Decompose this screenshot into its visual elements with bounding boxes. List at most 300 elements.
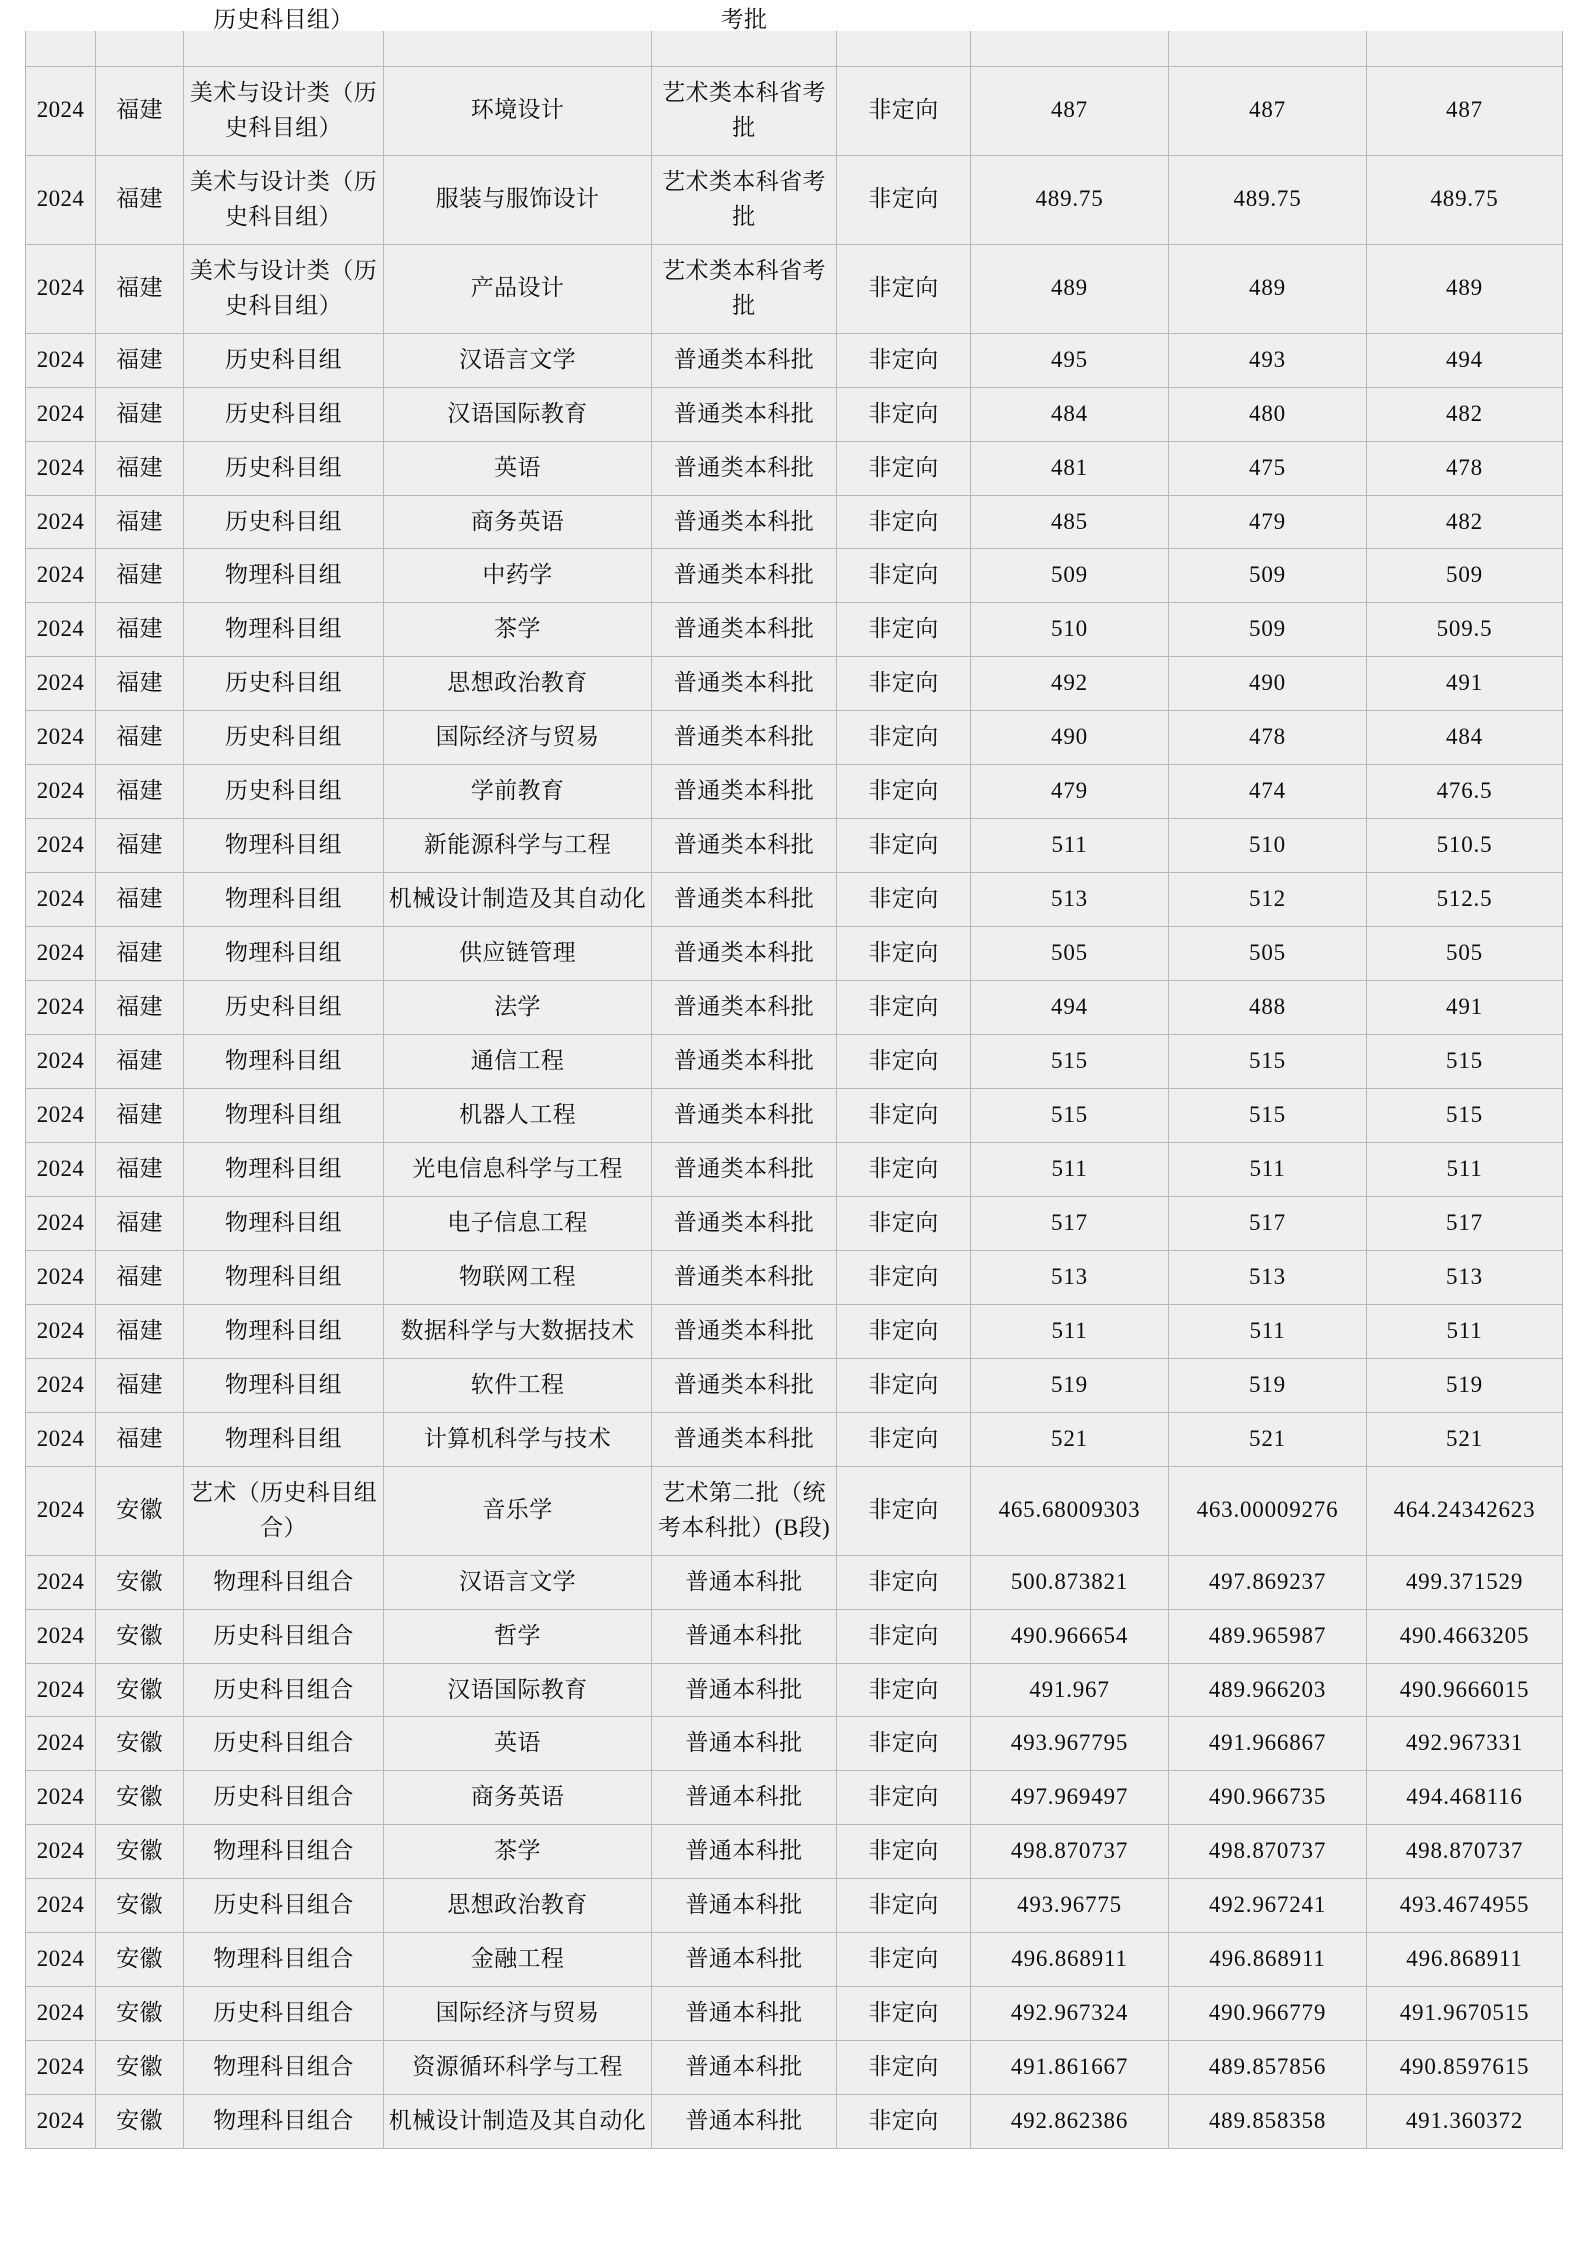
- cell-enrollment-type: 非定向: [837, 1609, 971, 1663]
- cell-year: 2024: [26, 1933, 96, 1987]
- cell-min-score: 492.967241: [1169, 1879, 1367, 1933]
- cell-major: 金融工程: [384, 1933, 652, 1987]
- cell-major: 思想政治教育: [384, 1879, 652, 1933]
- table-row: [26, 1771, 1563, 1825]
- cell-province: 安徽: [96, 1555, 184, 1609]
- cell-year: 2024: [26, 1555, 96, 1609]
- cell-major: 思想政治教育: [384, 657, 652, 711]
- cell-avg-score: 511: [1367, 1304, 1563, 1358]
- table-row: [26, 549, 1563, 603]
- cell-enrollment-type: 非定向: [837, 1717, 971, 1771]
- cell-max-score: 500.873821: [971, 1555, 1169, 1609]
- cell-min-score: 497.869237: [1169, 1555, 1367, 1609]
- cell-max-score: 498.870737: [971, 1825, 1169, 1879]
- table-row-partial: [26, 31, 1563, 66]
- cell-batch: 普通本科批: [652, 2095, 837, 2149]
- cell-major: 机械设计制造及其自动化: [384, 2095, 652, 2149]
- cell-max-score: 491.861667: [971, 2041, 1169, 2095]
- cell-min-score: 491.966867: [1169, 1717, 1367, 1771]
- cell-enrollment-type: 非定向: [837, 927, 971, 981]
- cell-avg-score: 499.371529: [1367, 1555, 1563, 1609]
- cell-min-score: 488: [1169, 981, 1367, 1035]
- cell-max-score: 511: [971, 819, 1169, 873]
- cell-max-score: 505: [971, 927, 1169, 981]
- cell-major: 机器人工程: [384, 1089, 652, 1143]
- cell-max-score: 515: [971, 1035, 1169, 1089]
- cell-max-score: 465.68009303: [971, 1466, 1169, 1555]
- cell-subject-group: 历史科目组合: [184, 1771, 384, 1825]
- cell-subject-group: 物理科目组: [184, 1142, 384, 1196]
- cell-major: 英语: [384, 441, 652, 495]
- cell-avg-score: 494: [1367, 333, 1563, 387]
- cell-province: 福建: [96, 1358, 184, 1412]
- cell-major: 汉语国际教育: [384, 1663, 652, 1717]
- cell-min-score: 505: [1169, 927, 1367, 981]
- cell-year: 2024: [26, 981, 96, 1035]
- cell-subject-group: 美术与设计类（历史科目组）: [184, 155, 384, 244]
- cell-year: 2024: [26, 765, 96, 819]
- cell-province: 福建: [96, 1089, 184, 1143]
- cell-max-score: 496.868911: [971, 1933, 1169, 1987]
- cell-major: [384, 31, 652, 66]
- cell-major: 产品设计: [384, 244, 652, 333]
- cell-subject-group: 历史科目组: [184, 387, 384, 441]
- cell-enrollment-type: 非定向: [837, 1663, 971, 1717]
- cell-min-score: 498.870737: [1169, 1825, 1367, 1879]
- cell-province: 福建: [96, 711, 184, 765]
- table-row: [26, 1358, 1563, 1412]
- cell-major: 机械设计制造及其自动化: [384, 873, 652, 927]
- cell-subject-group: 历史科目组: [184, 495, 384, 549]
- cell-max-score: 509: [971, 549, 1169, 603]
- cell-max-score: 511: [971, 1142, 1169, 1196]
- cell-batch: 普通本科批: [652, 1879, 837, 1933]
- cell-year: 2024: [26, 1142, 96, 1196]
- cell-year: 2024: [26, 1879, 96, 1933]
- cell-batch: 艺术类本科省考批: [652, 155, 837, 244]
- cell-max-score: 479: [971, 765, 1169, 819]
- cell-subject-group: 物理科目组: [184, 1412, 384, 1466]
- cell-province: 福建: [96, 765, 184, 819]
- cell-min-score: 489.858358: [1169, 2095, 1367, 2149]
- cell-major: 音乐学: [384, 1466, 652, 1555]
- cell-subject-group: 物理科目组: [184, 549, 384, 603]
- cell-year: 2024: [26, 1987, 96, 2041]
- cell-province: 安徽: [96, 1825, 184, 1879]
- cell-year: 2024: [26, 1663, 96, 1717]
- cell-major: 计算机科学与技术: [384, 1412, 652, 1466]
- cell-avg-score: 510.5: [1367, 819, 1563, 873]
- cell-enrollment-type: 非定向: [837, 981, 971, 1035]
- cell-enrollment-type: 非定向: [837, 873, 971, 927]
- table-row: [26, 66, 1563, 155]
- table-row: [26, 1304, 1563, 1358]
- cell-max-score: 489: [971, 244, 1169, 333]
- table-row: [26, 2041, 1563, 2095]
- cell-subject-group: 美术与设计类（历史科目组）: [184, 244, 384, 333]
- cell-batch: 普通类本科批: [652, 711, 837, 765]
- cell-year: 2024: [26, 1466, 96, 1555]
- cell-avg-score: 492.967331: [1367, 1717, 1563, 1771]
- table-row: [26, 441, 1563, 495]
- cell-min-score: 513: [1169, 1250, 1367, 1304]
- cell-province: 福建: [96, 927, 184, 981]
- cell-batch: 普通类本科批: [652, 1142, 837, 1196]
- table-row: [26, 1412, 1563, 1466]
- cell-province: 安徽: [96, 1663, 184, 1717]
- cell-province: 安徽: [96, 1717, 184, 1771]
- cell-enrollment-type: 非定向: [837, 603, 971, 657]
- cell-avg-score: 513: [1367, 1250, 1563, 1304]
- table-row: [26, 387, 1563, 441]
- cell-year: 2024: [26, 1609, 96, 1663]
- cell-avg-score: 509.5: [1367, 603, 1563, 657]
- cell-avg-score: 494.468116: [1367, 1771, 1563, 1825]
- table-row: [26, 155, 1563, 244]
- cell-max-score: 521: [971, 1412, 1169, 1466]
- cell-subject-group: 物理科目组: [184, 1250, 384, 1304]
- cell-max-score: 492: [971, 657, 1169, 711]
- cell-batch: 普通类本科批: [652, 1250, 837, 1304]
- cell-max-score: 519: [971, 1358, 1169, 1412]
- cell-major: 商务英语: [384, 495, 652, 549]
- cell-province: 福建: [96, 1250, 184, 1304]
- cell-min-score: 493: [1169, 333, 1367, 387]
- cell-batch-text: 考批: [720, 7, 768, 32]
- cell-batch: 普通本科批: [652, 1987, 837, 2041]
- cell-subject-group: 历史科目组: [184, 711, 384, 765]
- cell-year: 2024: [26, 244, 96, 333]
- cell-min-score: 490.966735: [1169, 1771, 1367, 1825]
- cell-province: 福建: [96, 155, 184, 244]
- cell-enrollment-type: 非定向: [837, 1555, 971, 1609]
- cell-max-score: 493.96775: [971, 1879, 1169, 1933]
- cell-enrollment-type: 非定向: [837, 1825, 971, 1879]
- cell-year: 2024: [26, 2041, 96, 2095]
- cell-major: 汉语言文学: [384, 1555, 652, 1609]
- cell-min-score: 490: [1169, 657, 1367, 711]
- cell-avg-score: 505: [1367, 927, 1563, 981]
- cell-province: 安徽: [96, 2095, 184, 2149]
- cell-major: 茶学: [384, 603, 652, 657]
- admission-score-table: [25, 7, 1563, 2149]
- cell-province: 福建: [96, 1035, 184, 1089]
- cell-province: 福建: [96, 549, 184, 603]
- cell-province: 福建: [96, 495, 184, 549]
- cell-enrollment-type: [837, 31, 971, 66]
- cell-enrollment-type: 非定向: [837, 1466, 971, 1555]
- cell-major: 供应链管理: [384, 927, 652, 981]
- cell-major: 国际经济与贸易: [384, 711, 652, 765]
- cell-avg-score: 491: [1367, 657, 1563, 711]
- cell-subject-group: 物理科目组: [184, 1358, 384, 1412]
- cell-avg-score: 512.5: [1367, 873, 1563, 927]
- table-row: [26, 1196, 1563, 1250]
- cell-subject-group: 物理科目组: [184, 1035, 384, 1089]
- score-table-container: [25, 7, 1562, 2149]
- cell-enrollment-type: 非定向: [837, 1771, 971, 1825]
- cell-subject-group: 物理科目组合: [184, 1933, 384, 1987]
- cell-avg-score: 489: [1367, 244, 1563, 333]
- cell-batch: 普通本科批: [652, 1663, 837, 1717]
- cell-batch: 普通类本科批: [652, 657, 837, 711]
- cell-enrollment-type: 非定向: [837, 155, 971, 244]
- cell-province: 安徽: [96, 1933, 184, 1987]
- cell-avg-score: 490.8597615: [1367, 2041, 1563, 2095]
- cell-batch: 普通类本科批: [652, 495, 837, 549]
- cell-enrollment-type: 非定向: [837, 441, 971, 495]
- cell-major: 哲学: [384, 1609, 652, 1663]
- cell-min-score: 512: [1169, 873, 1367, 927]
- table-row: [26, 927, 1563, 981]
- cell-year: [26, 31, 96, 66]
- cell-subject-group: 物理科目组: [184, 819, 384, 873]
- cell-major: 汉语国际教育: [384, 387, 652, 441]
- table-row: [26, 603, 1563, 657]
- table-row: [26, 1663, 1563, 1717]
- cell-province: 安徽: [96, 1771, 184, 1825]
- cell-year: 2024: [26, 441, 96, 495]
- cell-enrollment-type: 非定向: [837, 1142, 971, 1196]
- cell-avg-score: 521: [1367, 1412, 1563, 1466]
- table-row: [26, 1825, 1563, 1879]
- cell-min-score: 521: [1169, 1412, 1367, 1466]
- table-row: [26, 2095, 1563, 2149]
- cell-year: 2024: [26, 603, 96, 657]
- cell-batch: 普通本科批: [652, 1825, 837, 1879]
- cell-min-score: 489.966203: [1169, 1663, 1367, 1717]
- cell-major: 物联网工程: [384, 1250, 652, 1304]
- cell-year: 2024: [26, 1771, 96, 1825]
- cell-enrollment-type: 非定向: [837, 1089, 971, 1143]
- cell-enrollment-type: 非定向: [837, 1933, 971, 1987]
- cell-avg-score: 491.360372: [1367, 2095, 1563, 2149]
- cell-year: 2024: [26, 1412, 96, 1466]
- cell-province: 福建: [96, 1196, 184, 1250]
- cell-subject-group: 历史科目组合: [184, 1987, 384, 2041]
- cell-subject-group: 历史科目组: [184, 765, 384, 819]
- cell-avg-score: 496.868911: [1367, 1933, 1563, 1987]
- cell-avg-score: 511: [1367, 1142, 1563, 1196]
- cell-min-score: 517: [1169, 1196, 1367, 1250]
- table-row: [26, 1987, 1563, 2041]
- cell-enrollment-type: 非定向: [837, 1035, 971, 1089]
- cell-batch: 普通本科批: [652, 1933, 837, 1987]
- cell-avg-score: 484: [1367, 711, 1563, 765]
- cell-min-score: 490.966779: [1169, 1987, 1367, 2041]
- cell-subject-group: 物理科目组合: [184, 2095, 384, 2149]
- cell-year: 2024: [26, 155, 96, 244]
- cell-enrollment-type: 非定向: [837, 387, 971, 441]
- cell-max-score: 497.969497: [971, 1771, 1169, 1825]
- cell-province: 福建: [96, 244, 184, 333]
- cell-year: 2024: [26, 387, 96, 441]
- cell-province: 福建: [96, 1304, 184, 1358]
- cell-avg-score: 464.24342623: [1367, 1466, 1563, 1555]
- table-row: [26, 873, 1563, 927]
- table-row: [26, 1717, 1563, 1771]
- cell-min-score: [1169, 31, 1367, 66]
- cell-subject-group: 历史科目组合: [184, 1663, 384, 1717]
- cell-max-score: 510: [971, 603, 1169, 657]
- cell-enrollment-type: 非定向: [837, 711, 971, 765]
- cell-enrollment-type: 非定向: [837, 819, 971, 873]
- cell-min-score: 478: [1169, 711, 1367, 765]
- cell-batch: 普通类本科批: [652, 1035, 837, 1089]
- cell-enrollment-type: 非定向: [837, 2041, 971, 2095]
- cell-subject-group: 物理科目组: [184, 1196, 384, 1250]
- cell-batch: 普通类本科批: [652, 819, 837, 873]
- cell-province: 福建: [96, 441, 184, 495]
- table-row: [26, 711, 1563, 765]
- cell-batch: 普通类本科批: [652, 441, 837, 495]
- cell-year: 2024: [26, 1717, 96, 1771]
- cell-subject-group: 历史科目组合: [184, 1879, 384, 1933]
- cell-batch: 普通类本科批: [652, 1412, 837, 1466]
- cell-avg-score: 519: [1367, 1358, 1563, 1412]
- cell-enrollment-type: 非定向: [837, 1987, 971, 2041]
- cell-max-score: 490: [971, 711, 1169, 765]
- cell-max-score: 513: [971, 1250, 1169, 1304]
- cell-max-score: 494: [971, 981, 1169, 1035]
- cell-max-score: 492.862386: [971, 2095, 1169, 2149]
- cell-major: 中药学: [384, 549, 652, 603]
- cell-batch: [652, 7, 837, 66]
- cell-batch: 艺术第二批（统考本科批）(B段): [652, 1466, 837, 1555]
- cell-year: 2024: [26, 711, 96, 765]
- cell-min-score: 489: [1169, 244, 1367, 333]
- cell-enrollment-type: 非定向: [837, 1250, 971, 1304]
- table-row: [26, 819, 1563, 873]
- cell-major: 通信工程: [384, 1035, 652, 1089]
- cell-year: 2024: [26, 873, 96, 927]
- cell-avg-score: 482: [1367, 387, 1563, 441]
- cell-year: 2024: [26, 66, 96, 155]
- cell-avg-score: 482: [1367, 495, 1563, 549]
- cell-max-score: 511: [971, 1304, 1169, 1358]
- cell-avg-score: 489.75: [1367, 155, 1563, 244]
- cell-major: 电子信息工程: [384, 1196, 652, 1250]
- cell-min-score: 511: [1169, 1304, 1367, 1358]
- cell-max-score: 489.75: [971, 155, 1169, 244]
- cell-min-score: 489.75: [1169, 155, 1367, 244]
- cell-major: 光电信息科学与工程: [384, 1142, 652, 1196]
- cell-major: 汉语言文学: [384, 333, 652, 387]
- cell-year: 2024: [26, 1358, 96, 1412]
- table-row: [26, 1089, 1563, 1143]
- cell-min-score: 479: [1169, 495, 1367, 549]
- cell-province: 福建: [96, 387, 184, 441]
- cell-province: 安徽: [96, 2041, 184, 2095]
- cell-max-score: 490.966654: [971, 1609, 1169, 1663]
- cell-min-score: 480: [1169, 387, 1367, 441]
- cell-batch: 普通类本科批: [652, 765, 837, 819]
- cell-enrollment-type: 非定向: [837, 549, 971, 603]
- cell-province: 安徽: [96, 1466, 184, 1555]
- cell-max-score: 485: [971, 495, 1169, 549]
- cell-subject-group: 艺术（历史科目组合）: [184, 1466, 384, 1555]
- cell-subject-group: 物理科目组: [184, 603, 384, 657]
- cell-batch: 艺术类本科省考批: [652, 244, 837, 333]
- cell-year: 2024: [26, 1304, 96, 1358]
- cell-major: 茶学: [384, 1825, 652, 1879]
- cell-min-score: 510: [1169, 819, 1367, 873]
- cell-enrollment-type: 非定向: [837, 2095, 971, 2149]
- cell-major: 软件工程: [384, 1358, 652, 1412]
- cell-province: 福建: [96, 603, 184, 657]
- cell-batch: 普通本科批: [652, 1717, 837, 1771]
- cell-min-score: 474: [1169, 765, 1367, 819]
- cell-subject-group: 物理科目组: [184, 1304, 384, 1358]
- cell-year: 2024: [26, 819, 96, 873]
- cell-major: 商务英语: [384, 1771, 652, 1825]
- cell-batch: 普通类本科批: [652, 981, 837, 1035]
- cell-subject-group: 历史科目组: [184, 981, 384, 1035]
- table-row: [26, 1609, 1563, 1663]
- cell-province: 福建: [96, 1142, 184, 1196]
- cell-enrollment-type: 非定向: [837, 333, 971, 387]
- table-body: [26, 7, 1563, 2149]
- cell-avg-score: 493.4674955: [1367, 1879, 1563, 1933]
- cell-max-score: [971, 31, 1169, 66]
- cell-province: 福建: [96, 66, 184, 155]
- cell-min-score: 475: [1169, 441, 1367, 495]
- cell-province: 福建: [96, 819, 184, 873]
- cell-avg-score: 498.870737: [1367, 1825, 1563, 1879]
- cell-year: 2024: [26, 657, 96, 711]
- cell-subject-group: 历史科目组合: [184, 1717, 384, 1771]
- cell-min-score: 509: [1169, 603, 1367, 657]
- cell-subject-group: 历史科目组: [184, 333, 384, 387]
- cell-enrollment-type: 非定向: [837, 1358, 971, 1412]
- cell-subject-group-text: 历史科目组）: [213, 7, 354, 32]
- cell-subject-group: 物理科目组合: [184, 1825, 384, 1879]
- cell-max-score: 513: [971, 873, 1169, 927]
- cell-enrollment-type: 非定向: [837, 1304, 971, 1358]
- cell-batch: 普通类本科批: [652, 333, 837, 387]
- cell-batch: 普通本科批: [652, 1771, 837, 1825]
- cell-enrollment-type: 非定向: [837, 765, 971, 819]
- cell-province: 福建: [96, 873, 184, 927]
- table-row: [26, 1142, 1563, 1196]
- cell-batch: 普通类本科批: [652, 1196, 837, 1250]
- cell-max-score: 495: [971, 333, 1169, 387]
- cell-avg-score: 476.5: [1367, 765, 1563, 819]
- cell-avg-score: [1367, 31, 1563, 66]
- cell-enrollment-type: 非定向: [837, 1879, 971, 1933]
- cell-batch: 普通本科批: [652, 2041, 837, 2095]
- cell-enrollment-type: 非定向: [837, 66, 971, 155]
- cell-batch: 普通类本科批: [652, 1304, 837, 1358]
- cell-min-score: 519: [1169, 1358, 1367, 1412]
- cell-major: 新能源科学与工程: [384, 819, 652, 873]
- cell-max-score: 517: [971, 1196, 1169, 1250]
- table-row: [26, 765, 1563, 819]
- table-row: [26, 495, 1563, 549]
- cell-min-score: 489.965987: [1169, 1609, 1367, 1663]
- table-row: [26, 1555, 1563, 1609]
- cell-enrollment-type: 非定向: [837, 1412, 971, 1466]
- cell-province: 福建: [96, 657, 184, 711]
- cell-year: 2024: [26, 333, 96, 387]
- cell-province: 福建: [96, 333, 184, 387]
- cell-major: 环境设计: [384, 66, 652, 155]
- cell-min-score: 511: [1169, 1142, 1367, 1196]
- cell-enrollment-type: 非定向: [837, 244, 971, 333]
- cell-min-score: 509: [1169, 549, 1367, 603]
- cell-enrollment-type: 非定向: [837, 1196, 971, 1250]
- table-row: [26, 333, 1563, 387]
